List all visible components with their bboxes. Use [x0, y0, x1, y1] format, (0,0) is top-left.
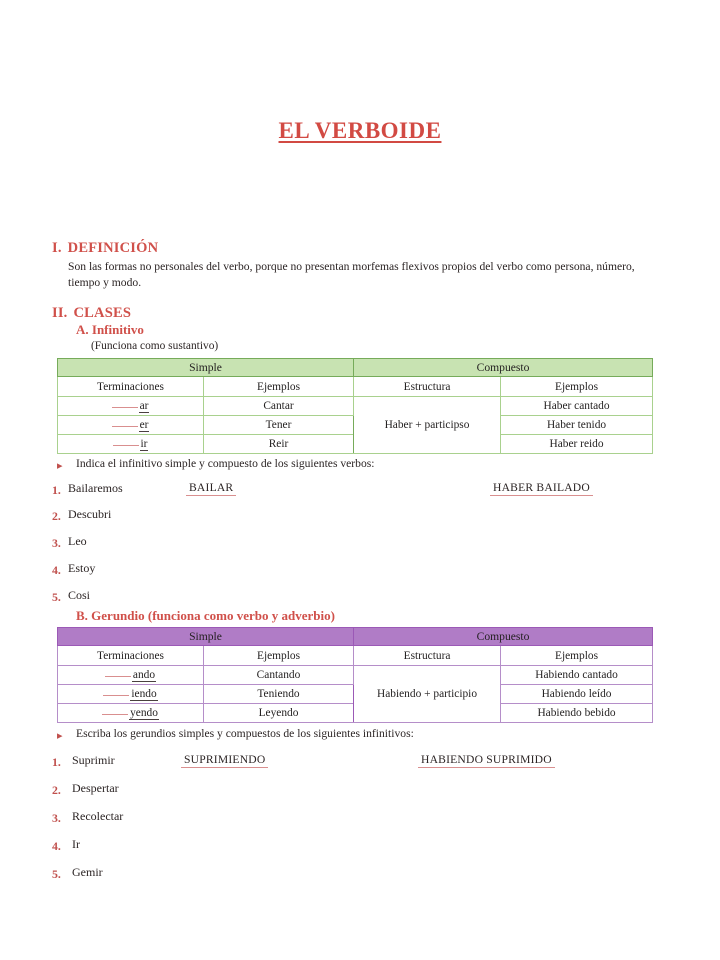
section-numeral: I. [52, 240, 62, 256]
subsection-gerundio: B. Gerundio (funciona como verbo y adverbio) [76, 608, 335, 623]
list-item-number: 4. [52, 563, 61, 577]
bullet-icon: ▸ [57, 460, 63, 472]
column-header-ejemplos-compuesto: Ejemplos [501, 646, 653, 666]
list-item-verb: Recolectar [72, 809, 124, 823]
bullet-icon: ▸ [57, 730, 63, 742]
list-item-number: 1. [52, 483, 61, 497]
column-header-estructura: Estructura [354, 646, 501, 666]
cell-ejemplo-simple: Leyendo [204, 704, 354, 723]
list-item-verb: Descubri [68, 507, 112, 521]
termination-blank-iendo: iendo [103, 688, 157, 700]
column-header-ejemplos-simple: Ejemplos [204, 646, 354, 666]
cell-ejemplo-compuesto: Haber tenido [501, 416, 653, 435]
cell-ejemplo-compuesto: Habiendo bebido [501, 704, 653, 723]
group-header-compuesto: Compuesto [354, 359, 653, 377]
blank-rule [105, 676, 131, 677]
list-item-number: 3. [52, 536, 61, 550]
definicion-line-1: Son las formas no personales del verbo, porque no presentan morfemas flexivos propios del verbo como [68, 260, 552, 273]
cell-terminacion [58, 666, 204, 685]
table-row [58, 666, 653, 685]
termination-blank-ando: ando [105, 669, 156, 681]
list-item-number: 1. [52, 755, 61, 769]
cell-ejemplo-compuesto: Habiendo cantado [501, 666, 653, 685]
cell-ejemplo-compuesto: Habiendo leído [501, 685, 653, 704]
list-item-verb: Leo [68, 534, 87, 548]
group-header-simple: Simple [58, 628, 354, 646]
blank-rule [112, 407, 138, 408]
definicion-body [68, 259, 668, 291]
list-item-number: 4. [52, 839, 61, 853]
table-row-column-header [58, 646, 653, 666]
list-item-number: 2. [52, 783, 61, 797]
list-item-verb: Cosi [68, 588, 91, 602]
exercise-prompt-infinitivo: Indica el infinitivo simple y compuesto de los siguientes verbos: [76, 457, 375, 470]
blank-rule [112, 426, 138, 427]
clases-title: CLASES [73, 305, 132, 321]
cell-ejemplo-simple: Tener [204, 416, 354, 435]
cell-ejemplo-simple: Cantar [204, 397, 354, 416]
termination-blank-ir: ir [113, 438, 149, 450]
cell-terminacion [58, 685, 204, 704]
answer-compuesto-field[interactable]: HABIENDO SUPRIMIDO [418, 753, 555, 768]
section-heading-clases [52, 305, 131, 322]
column-header-terminaciones: Terminaciones [58, 646, 204, 666]
cell-ejemplo-compuesto: Haber cantado [501, 397, 653, 416]
list-item-verb: Suprimir [72, 753, 115, 767]
list-item-number: 5. [52, 590, 61, 604]
answer-simple-field[interactable]: SUPRIMIENDO [181, 753, 268, 768]
group-header-compuesto: Compuesto [354, 628, 653, 646]
answer-simple-field[interactable]: BAILAR [186, 481, 236, 496]
blank-rule [102, 714, 128, 715]
cell-estructura: Habiendo + participio [354, 666, 501, 723]
cell-terminacion [58, 397, 204, 416]
clases-numeral: II. [52, 305, 68, 321]
cell-terminacion [58, 704, 204, 723]
column-header-ejemplos-simple: Ejemplos [204, 377, 354, 397]
list-item-verb: Bailaremos [68, 481, 123, 495]
termination-blank-er: er [112, 419, 150, 431]
termination-blank-ar: ar [112, 400, 150, 412]
table-row-column-header [58, 377, 653, 397]
definicion-line-2: persona, número, tiempo y modo. [68, 260, 635, 289]
list-item-number: 3. [52, 811, 61, 825]
cell-ejemplo-simple: Teniendo [204, 685, 354, 704]
answer-compuesto-field[interactable]: HABER BAILADO [490, 481, 593, 496]
list-item-verb: Ir [72, 837, 80, 851]
cell-ejemplo-simple: Cantando [204, 666, 354, 685]
list-item-number: 5. [52, 867, 61, 881]
group-header-simple: Simple [58, 359, 354, 377]
section-heading-definicion [52, 240, 158, 257]
blank-rule [113, 445, 139, 446]
cell-ejemplo-compuesto: Haber reido [501, 435, 653, 454]
blank-rule [103, 695, 129, 696]
column-header-terminaciones: Terminaciones [58, 377, 204, 397]
page-title: EL VERBOIDE [278, 118, 442, 143]
list-item-verb: Estoy [68, 561, 96, 575]
exercise-prompt-gerundio: Escriba los gerundios simples y compuestos de los siguientes infinitivos: [76, 727, 414, 740]
infinitivo-note: (Funciona como sustantivo) [91, 340, 219, 352]
list-item-number: 2. [52, 509, 61, 523]
table-row-group-header [58, 628, 653, 646]
termination-blank-yendo: yendo [102, 707, 159, 719]
table-infinitivo [57, 358, 653, 454]
column-header-ejemplos-compuesto: Ejemplos [501, 377, 653, 397]
table-gerundio [57, 627, 653, 723]
column-header-estructura: Estructura [354, 377, 501, 397]
section-title: DEFINICIÓN [67, 240, 159, 256]
cell-terminacion [58, 435, 204, 454]
cell-terminacion [58, 416, 204, 435]
table-row-group-header [58, 359, 653, 377]
cell-ejemplo-simple: Reir [204, 435, 354, 454]
subsection-infinitivo: A. Infinitivo [76, 322, 144, 337]
table-row [58, 397, 653, 416]
list-item-verb: Despertar [72, 781, 119, 795]
list-item-verb: Gemir [72, 865, 103, 879]
cell-estructura: Haber + participso [354, 397, 501, 454]
